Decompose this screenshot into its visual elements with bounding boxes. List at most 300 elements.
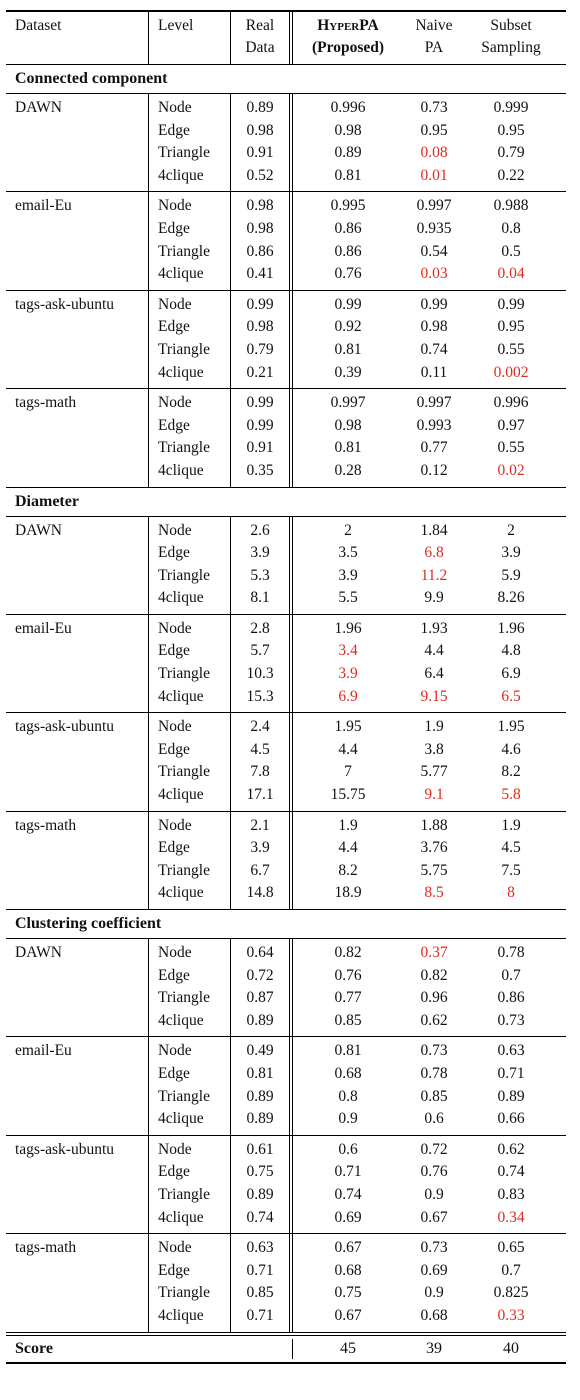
naive-pa-cell: 0.935 — [416, 219, 452, 237]
level-cell: Edge — [158, 1064, 190, 1082]
real-data-cell: 4.5 — [250, 740, 270, 758]
real-data-cell: 8.1 — [250, 589, 270, 607]
real-data-cell: 0.35 — [246, 461, 274, 479]
level-cell: Node — [158, 944, 192, 961]
naive-pa-cell: 0.73 — [420, 1042, 448, 1060]
real-data-cell: 0.98 — [246, 121, 274, 139]
hyperpa-cell: 0.92 — [334, 318, 362, 336]
naive-pa-cell: 0.9 — [424, 1185, 444, 1203]
hyperpa-cell: 1.9 — [338, 816, 358, 834]
level-cell: Node — [158, 816, 192, 834]
real-data-cell: 3.9 — [250, 544, 270, 562]
table-row — [0, 294, 580, 317]
real-data-cell: 17.1 — [246, 786, 274, 804]
level-cell: 4clique — [158, 1306, 204, 1324]
naive-pa-cell: 0.997 — [416, 394, 452, 412]
level-cell: Triangle — [158, 665, 210, 683]
table-row — [0, 1282, 580, 1305]
level-cell: Edge — [158, 839, 190, 857]
subset-sampling-cell: 4.8 — [501, 642, 521, 660]
naive-pa-cell: 5.77 — [420, 763, 448, 781]
header-subset-line1: Subset — [490, 17, 532, 34]
table-row — [0, 965, 580, 988]
level-cell: 4clique — [158, 166, 204, 184]
hyperpa-cell: 0.67 — [334, 1306, 362, 1324]
naive-pa-cell: 0.6 — [424, 1110, 444, 1128]
real-data-cell: 10.3 — [246, 665, 274, 683]
hyperpa-cell: 0.67 — [334, 1239, 362, 1257]
real-data-cell: 6.7 — [250, 861, 270, 879]
subset-sampling-cell: 1.95 — [497, 718, 525, 736]
level-cell: Node — [158, 1140, 192, 1158]
hyperpa-cell: 0.996 — [330, 99, 366, 116]
level-cell: 4clique — [158, 265, 204, 283]
level-cell: Triangle — [158, 763, 210, 781]
subset-sampling-cell: 0.62 — [497, 1140, 525, 1158]
level-cell: Node — [158, 619, 192, 637]
dataset-name: DAWN — [15, 99, 62, 116]
table-row — [0, 815, 580, 838]
subset-sampling-cell: 0.55 — [497, 340, 525, 358]
dataset-name: DAWN — [15, 521, 62, 539]
table-row — [0, 263, 580, 286]
naive-pa-cell: 3.8 — [424, 740, 444, 758]
level-cell: 4clique — [158, 687, 204, 705]
real-data-cell: 7.8 — [250, 763, 270, 781]
level-cell: Triangle — [158, 566, 210, 584]
naive-pa-cell: 8.5 — [424, 884, 444, 902]
real-data-cell: 5.3 — [250, 566, 270, 584]
dataset-group — [0, 1037, 580, 1134]
hyperpa-cell: 0.85 — [334, 1011, 362, 1029]
subset-sampling-cell: 0.66 — [497, 1110, 525, 1128]
table-row — [0, 987, 580, 1010]
real-data-cell: 2.8 — [250, 619, 270, 637]
table-row — [0, 437, 580, 460]
table-row — [0, 142, 580, 165]
hyperpa-cell: 3.9 — [338, 566, 358, 584]
real-data-cell: 0.72 — [246, 966, 274, 984]
hyperpa-cell: 1.95 — [334, 718, 362, 736]
table-row — [0, 587, 580, 610]
hyperpa-cell: 3.4 — [338, 642, 358, 660]
dataset-group — [0, 192, 580, 289]
real-data-cell: 0.98 — [246, 197, 274, 215]
level-cell: 4clique — [158, 589, 204, 607]
table-row — [0, 1086, 580, 1109]
naive-pa-cell: 0.9 — [424, 1284, 444, 1302]
hyperpa-cell: 0.82 — [334, 944, 362, 961]
score-hyperpa: 45 — [340, 1339, 356, 1357]
subset-sampling-cell: 0.65 — [497, 1239, 525, 1257]
hyperpa-cell: 0.995 — [330, 197, 366, 215]
naive-pa-cell: 0.67 — [420, 1208, 448, 1226]
subset-sampling-cell: 0.83 — [497, 1185, 525, 1203]
real-data-cell: 15.3 — [246, 687, 274, 705]
real-data-cell: 0.99 — [246, 394, 274, 412]
real-data-cell: 0.98 — [246, 318, 274, 336]
hyperpa-cell: 0.81 — [334, 1042, 362, 1060]
subset-sampling-cell: 1.96 — [497, 619, 525, 637]
subset-sampling-cell: 0.78 — [497, 944, 525, 961]
score-label: Score — [15, 1339, 53, 1357]
level-cell: Triangle — [158, 1185, 210, 1203]
level-cell: Edge — [158, 740, 190, 758]
naive-pa-cell: 9.9 — [424, 589, 444, 607]
naive-pa-cell: 6.4 — [424, 665, 444, 683]
table-row — [0, 739, 580, 762]
hyperpa-cell: 0.81 — [334, 340, 362, 358]
level-cell: 4clique — [158, 1011, 204, 1029]
table-row — [0, 195, 580, 218]
dataset-group — [0, 389, 580, 486]
level-cell: Node — [158, 1042, 192, 1060]
real-data-cell: 3.9 — [250, 839, 270, 857]
dataset-name: tags-math — [15, 394, 77, 412]
level-cell: Triangle — [158, 144, 210, 162]
real-data-cell: 0.98 — [246, 219, 274, 237]
real-data-cell: 0.52 — [246, 166, 274, 184]
table-row — [0, 339, 580, 362]
naive-pa-cell: 0.01 — [420, 166, 448, 184]
subset-sampling-cell: 7.5 — [501, 861, 521, 879]
subset-sampling-cell: 8.26 — [497, 589, 525, 607]
subset-sampling-cell: 5.9 — [501, 566, 521, 584]
real-data-cell: 0.99 — [246, 416, 274, 434]
naive-pa-cell: 0.11 — [420, 363, 448, 381]
subset-sampling-cell: 8 — [507, 884, 515, 902]
dataset-name: email-Eu — [15, 1042, 72, 1060]
level-cell: Triangle — [158, 439, 210, 457]
subset-sampling-cell: 0.33 — [497, 1306, 525, 1324]
score-subset: 40 — [503, 1339, 519, 1357]
naive-pa-cell: 9.1 — [424, 786, 444, 804]
dataset-group — [0, 517, 580, 614]
level-cell: 4clique — [158, 1110, 204, 1128]
subset-sampling-cell: 0.89 — [497, 1087, 525, 1105]
table-row — [0, 837, 580, 860]
dataset-group — [0, 939, 580, 1036]
real-data-cell: 0.41 — [246, 265, 274, 283]
hyperpa-cell: 0.77 — [334, 989, 362, 1007]
table-row — [0, 860, 580, 883]
hyperpa-cell: 0.28 — [334, 461, 362, 479]
naive-pa-cell: 0.68 — [420, 1306, 448, 1324]
hyperpa-cell: 0.76 — [334, 966, 362, 984]
level-cell: Edge — [158, 1163, 190, 1181]
dataset-name: tags-ask-ubuntu — [15, 718, 115, 736]
dataset-group — [0, 94, 580, 191]
level-cell: Triangle — [158, 340, 210, 358]
naive-pa-cell: 0.76 — [420, 1163, 448, 1181]
level-cell: Node — [158, 295, 192, 313]
level-cell: Node — [158, 521, 192, 539]
subset-sampling-cell: 0.02 — [497, 461, 525, 479]
real-data-cell: 0.79 — [246, 340, 274, 358]
subset-sampling-cell: 0.79 — [497, 144, 525, 162]
naive-pa-cell: 0.03 — [420, 265, 448, 283]
dataset-name: tags-math — [15, 1239, 77, 1257]
naive-pa-cell: 9.15 — [420, 687, 448, 705]
dataset-group — [0, 1136, 580, 1233]
hyperpa-cell: 4.4 — [338, 740, 358, 758]
subset-sampling-cell: 0.34 — [497, 1208, 525, 1226]
hyperpa-cell: 0.68 — [334, 1064, 362, 1082]
real-data-cell: 0.85 — [246, 1284, 274, 1302]
table-row — [0, 942, 580, 965]
dataset-name: DAWN — [15, 944, 62, 961]
dataset-group — [0, 615, 580, 712]
section-title-row — [0, 910, 580, 938]
level-cell: Edge — [158, 1261, 190, 1279]
subset-sampling-cell: 0.999 — [493, 99, 529, 116]
hyperpa-cell: 1.96 — [334, 619, 362, 637]
naive-pa-cell: 0.37 — [420, 944, 448, 961]
table-header — [0, 12, 580, 64]
naive-pa-cell: 1.88 — [420, 816, 448, 834]
naive-pa-cell: 0.997 — [416, 197, 452, 215]
subset-sampling-cell: 0.988 — [493, 197, 529, 215]
real-data-cell: 0.89 — [246, 1185, 274, 1203]
table-row — [0, 542, 580, 565]
subset-sampling-cell: 0.996 — [493, 394, 529, 412]
hyperpa-cell: 0.99 — [334, 295, 362, 313]
level-cell: 4clique — [158, 461, 204, 479]
hyperpa-cell: 0.89 — [334, 144, 362, 162]
naive-pa-cell: 0.98 — [420, 318, 448, 336]
hyperpa-cell: 4.4 — [338, 839, 358, 857]
real-data-cell: 5.7 — [250, 642, 270, 660]
table-row — [0, 761, 580, 784]
level-cell: Edge — [158, 966, 190, 984]
subset-sampling-cell: 3.9 — [501, 544, 521, 562]
real-data-cell: 0.64 — [246, 944, 274, 961]
subset-sampling-cell: 0.95 — [497, 121, 525, 139]
real-data-cell: 0.89 — [246, 1110, 274, 1128]
table-row — [0, 520, 580, 543]
header-hyperpa-line2: (Proposed) — [311, 39, 385, 56]
level-cell: 4clique — [158, 363, 204, 381]
dataset-name: tags-ask-ubuntu — [15, 1140, 115, 1158]
real-data-cell: 0.99 — [246, 295, 274, 313]
real-data-cell: 2.1 — [250, 816, 270, 834]
hyperpa-cell: 7 — [344, 763, 352, 781]
naive-pa-cell: 0.99 — [420, 295, 448, 313]
header-hyperpa-line1: HyperPA — [317, 17, 379, 34]
table-row — [0, 618, 580, 641]
real-data-cell: 0.91 — [246, 144, 274, 162]
hyperpa-cell: 0.76 — [334, 265, 362, 283]
real-data-cell: 0.71 — [246, 1261, 274, 1279]
hyperpa-cell: 0.86 — [334, 219, 362, 237]
subset-sampling-cell: 4.5 — [501, 839, 521, 857]
hyperpa-cell: 0.69 — [334, 1208, 362, 1226]
table-row — [0, 1063, 580, 1086]
hyperpa-cell: 0.8 — [338, 1087, 358, 1105]
naive-pa-cell: 0.12 — [420, 461, 448, 479]
subset-sampling-cell: 0.86 — [497, 989, 525, 1007]
dataset-group — [0, 1234, 580, 1331]
real-data-cell: 0.87 — [246, 989, 274, 1007]
level-cell: 4clique — [158, 1208, 204, 1226]
naive-pa-cell: 0.74 — [420, 340, 448, 358]
header-level: Level — [158, 17, 194, 34]
level-cell: Node — [158, 197, 192, 215]
table-row — [0, 716, 580, 739]
dataset-group — [0, 713, 580, 810]
section-title: Clustering coefficient — [15, 915, 162, 932]
table-row — [0, 392, 580, 415]
subset-sampling-cell: 4.6 — [501, 740, 521, 758]
table-row — [0, 362, 580, 385]
naive-pa-cell: 0.08 — [420, 144, 448, 162]
dataset-name: email-Eu — [15, 619, 72, 637]
naive-pa-cell: 0.69 — [420, 1261, 448, 1279]
level-cell: Edge — [158, 121, 190, 139]
hyperpa-cell: 6.9 — [338, 687, 358, 705]
table-row — [0, 415, 580, 438]
naive-pa-cell: 0.73 — [420, 99, 448, 116]
real-data-cell: 0.75 — [246, 1163, 274, 1181]
level-cell: Node — [158, 394, 192, 412]
table-row — [0, 1207, 580, 1230]
subset-sampling-cell: 0.63 — [497, 1042, 525, 1060]
real-data-cell: 0.89 — [246, 99, 274, 116]
subset-sampling-cell: 0.5 — [501, 242, 521, 260]
subset-sampling-cell: 6.5 — [501, 687, 521, 705]
hyperpa-cell: 0.68 — [334, 1261, 362, 1279]
header-subset-line2: Sampling — [481, 39, 541, 56]
hyperpa-cell: 0.74 — [334, 1185, 362, 1203]
header-real-line1: Real — [245, 17, 275, 34]
header-real-line2: Data — [245, 39, 275, 56]
table-body — [0, 64, 580, 1332]
subset-sampling-cell: 6.9 — [501, 665, 521, 683]
naive-pa-cell: 0.82 — [420, 966, 448, 984]
table-row — [0, 460, 580, 483]
hyperpa-cell: 0.6 — [338, 1140, 358, 1158]
dataset-group — [0, 812, 580, 909]
header-naive-line2: PA — [424, 39, 444, 56]
hyperpa-cell: 0.86 — [334, 242, 362, 260]
hyperpa-cell: 2 — [344, 521, 352, 539]
subset-sampling-cell: 0.8 — [501, 219, 521, 237]
naive-pa-cell: 0.73 — [420, 1239, 448, 1257]
table-row — [0, 218, 580, 241]
real-data-cell: 0.49 — [246, 1042, 274, 1060]
naive-pa-cell: 3.76 — [420, 839, 448, 857]
hyperpa-cell: 3.9 — [338, 665, 358, 683]
real-data-cell: 0.74 — [246, 1208, 274, 1226]
hyperpa-cell: 0.81 — [334, 439, 362, 457]
hyperpa-cell: 0.39 — [334, 363, 362, 381]
hyperpa-cell: 18.9 — [334, 884, 362, 902]
naive-pa-cell: 1.93 — [420, 619, 448, 637]
naive-pa-cell: 1.9 — [424, 718, 444, 736]
section-title: Connected component — [15, 70, 168, 87]
table-row — [0, 1139, 580, 1162]
subset-sampling-cell: 0.22 — [497, 166, 525, 184]
table-row — [0, 1260, 580, 1283]
level-cell: Node — [158, 99, 192, 116]
hyperpa-cell: 0.9 — [338, 1110, 358, 1128]
header-dataset: Dataset — [15, 17, 62, 34]
subset-sampling-cell: 0.71 — [497, 1064, 525, 1082]
table-row — [0, 1040, 580, 1063]
table-row — [0, 316, 580, 339]
level-cell: Triangle — [158, 1087, 210, 1105]
hyperpa-cell: 8.2 — [338, 861, 358, 879]
level-cell: Triangle — [158, 989, 210, 1007]
naive-pa-cell: 11.2 — [420, 566, 448, 584]
subset-sampling-cell: 0.002 — [493, 363, 529, 381]
subset-sampling-cell: 0.74 — [497, 1163, 525, 1181]
subset-sampling-cell: 0.97 — [497, 416, 525, 434]
table-row — [0, 1108, 580, 1131]
naive-pa-cell: 0.85 — [420, 1087, 448, 1105]
hyperpa-cell: 0.71 — [334, 1163, 362, 1181]
table-row — [0, 97, 580, 120]
dataset-name: email-Eu — [15, 197, 72, 215]
naive-pa-cell: 0.993 — [416, 416, 452, 434]
level-cell: Triangle — [158, 1284, 210, 1302]
naive-pa-cell: 0.72 — [420, 1140, 448, 1158]
dataset-name: tags-ask-ubuntu — [15, 295, 115, 313]
subset-sampling-cell: 0.99 — [497, 295, 525, 313]
table-row — [0, 882, 580, 905]
level-cell: 4clique — [158, 884, 204, 902]
subset-sampling-cell: 8.2 — [501, 763, 521, 781]
subset-sampling-cell: 2 — [507, 521, 515, 539]
real-data-cell: 2.6 — [250, 521, 270, 539]
level-cell: Triangle — [158, 861, 210, 879]
header-naive-line1: Naive — [415, 17, 453, 34]
real-data-cell: 0.81 — [246, 1064, 274, 1082]
table-row — [0, 1161, 580, 1184]
score-row — [0, 1336, 580, 1362]
table-row — [0, 1237, 580, 1260]
table-row — [0, 663, 580, 686]
level-cell: Node — [158, 718, 192, 736]
dataset-group — [0, 291, 580, 388]
level-cell: Edge — [158, 544, 190, 562]
subset-sampling-cell: 5.8 — [501, 786, 521, 804]
hyperpa-cell: 3.5 — [338, 544, 358, 562]
naive-pa-cell: 4.4 — [424, 642, 444, 660]
naive-pa-cell: 6.8 — [424, 544, 444, 562]
subset-sampling-cell: 0.7 — [501, 1261, 521, 1279]
naive-pa-cell: 0.62 — [420, 1011, 448, 1029]
hyperpa-cell: 0.997 — [330, 394, 366, 412]
level-cell: Edge — [158, 642, 190, 660]
table-row — [0, 565, 580, 588]
hyperpa-cell: 0.81 — [334, 166, 362, 184]
hyperpa-cell: 0.98 — [334, 121, 362, 139]
naive-pa-cell: 1.84 — [420, 521, 448, 539]
level-cell: Triangle — [158, 242, 210, 260]
hyperpa-cell: 0.75 — [334, 1284, 362, 1302]
table-row — [0, 784, 580, 807]
table-row — [0, 120, 580, 143]
real-data-cell: 0.89 — [246, 1087, 274, 1105]
subset-sampling-cell: 0.04 — [497, 265, 525, 283]
section-title-row — [0, 65, 580, 93]
section-title-row — [0, 488, 580, 516]
table-row — [0, 1305, 580, 1328]
real-data-cell: 0.89 — [246, 1011, 274, 1029]
real-data-cell: 14.8 — [246, 884, 274, 902]
real-data-cell: 2.4 — [250, 718, 270, 736]
